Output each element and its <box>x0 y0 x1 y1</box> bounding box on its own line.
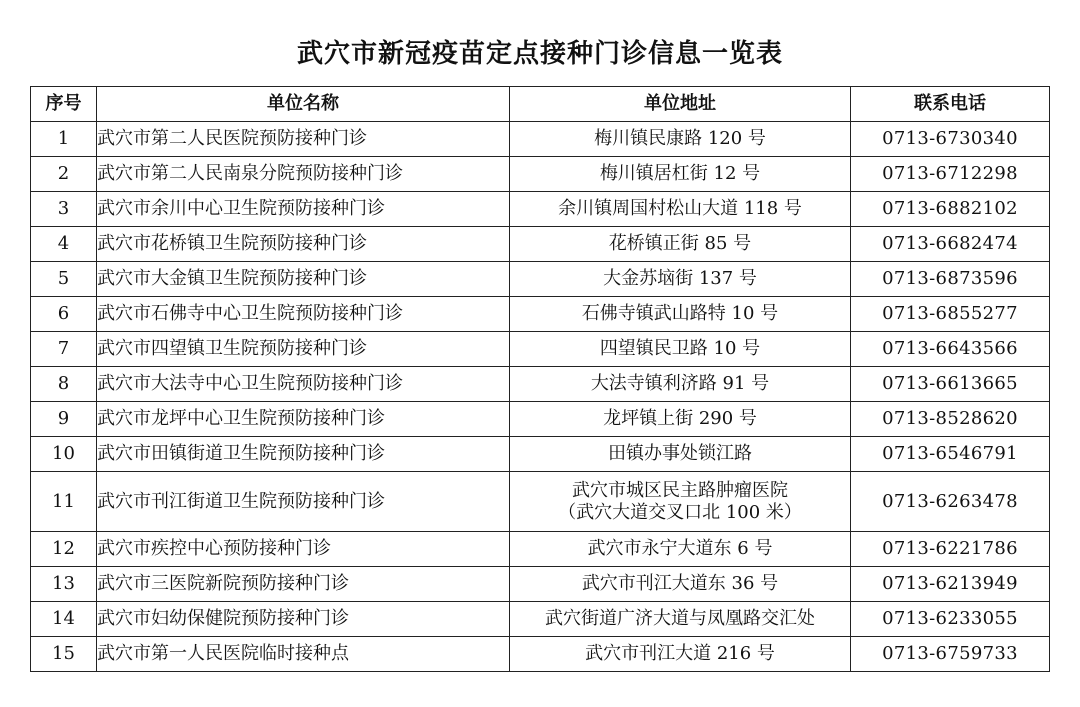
cell-no: 1 <box>31 122 97 157</box>
address-line: 武穴市刊江大道 216 号 <box>585 643 775 664</box>
header-name: 单位名称 <box>97 87 510 122</box>
address-line: 武穴市永宁大道东 6 号 <box>587 538 773 559</box>
header-no: 序号 <box>31 87 97 122</box>
address-line: 四望镇民卫路 10 号 <box>599 338 761 359</box>
table-row <box>31 637 1050 672</box>
cell-phone: 0713-6682474 <box>851 227 1050 262</box>
address-line: 大金苏垴街 137 号 <box>603 268 757 289</box>
cell-phone: 0713-6873596 <box>851 262 1050 297</box>
cell-no: 6 <box>31 297 97 332</box>
cell-unit-address <box>510 472 851 532</box>
cell-unit-name: 武穴市四望镇卫生院预防接种门诊 <box>97 332 510 367</box>
cell-unit-address <box>510 297 851 332</box>
cell-unit-name: 武穴市大金镇卫生院预防接种门诊 <box>97 262 510 297</box>
cell-no: 5 <box>31 262 97 297</box>
cell-unit-address <box>510 602 851 637</box>
address-line: 武穴街道广济大道与凤凰路交汇处 <box>545 608 815 629</box>
cell-no: 11 <box>31 472 97 532</box>
address-line: 花桥镇正街 85 号 <box>608 233 752 254</box>
cell-unit-name: 武穴市田镇街道卫生院预防接种门诊 <box>97 437 510 472</box>
header-phone: 联系电话 <box>851 87 1050 122</box>
address-line: 龙坪镇上街 290 号 <box>603 408 757 429</box>
cell-unit-name: 武穴市第二人民医院预防接种门诊 <box>97 122 510 157</box>
cell-phone: 0713-6882102 <box>851 192 1050 227</box>
table-header-row <box>31 87 1050 122</box>
table-row <box>31 472 1050 532</box>
cell-no: 2 <box>31 157 97 192</box>
table-row <box>31 402 1050 437</box>
cell-unit-address <box>510 367 851 402</box>
cell-unit-name: 武穴市龙坪中心卫生院预防接种门诊 <box>97 402 510 437</box>
cell-phone: 0713-6759733 <box>851 637 1050 672</box>
address-line: 梅川镇民康路 120 号 <box>594 128 766 149</box>
cell-phone: 0713-6712298 <box>851 157 1050 192</box>
address-line: 石佛寺镇武山路特 10 号 <box>581 303 779 324</box>
cell-unit-name: 武穴市第二人民南泉分院预防接种门诊 <box>97 157 510 192</box>
cell-unit-name: 武穴市第一人民医院临时接种点 <box>97 637 510 672</box>
cell-unit-name: 武穴市妇幼保健院预防接种门诊 <box>97 602 510 637</box>
cell-unit-name: 武穴市大法寺中心卫生院预防接种门诊 <box>97 367 510 402</box>
cell-phone: 0713-6855277 <box>851 297 1050 332</box>
table-body <box>31 122 1050 672</box>
cell-phone: 0713-6263478 <box>851 472 1050 532</box>
cell-unit-name: 武穴市三医院新院预防接种门诊 <box>97 567 510 602</box>
cell-unit-address <box>510 567 851 602</box>
cell-unit-address <box>510 637 851 672</box>
cell-phone: 0713-6613665 <box>851 367 1050 402</box>
table-row <box>31 367 1050 402</box>
cell-phone: 0713-6730340 <box>851 122 1050 157</box>
address-line: 田镇办事处锁江路 <box>608 443 752 464</box>
table-row <box>31 567 1050 602</box>
header-address: 单位地址 <box>510 87 851 122</box>
cell-unit-address <box>510 192 851 227</box>
address-line: 大法寺镇利济路 91 号 <box>590 373 770 394</box>
table-row <box>31 602 1050 637</box>
cell-unit-name: 武穴市石佛寺中心卫生院预防接种门诊 <box>97 297 510 332</box>
cell-unit-address <box>510 402 851 437</box>
cell-unit-name: 武穴市疾控中心预防接种门诊 <box>97 532 510 567</box>
address-line: 武穴市城区民主路肿瘤医院 <box>572 479 788 501</box>
cell-no: 7 <box>31 332 97 367</box>
address-line: 余川镇周国村松山大道 118 号 <box>558 198 802 219</box>
cell-no: 9 <box>31 402 97 437</box>
cell-no: 15 <box>31 637 97 672</box>
table-row <box>31 227 1050 262</box>
cell-phone: 0713-6546791 <box>851 437 1050 472</box>
table-row <box>31 532 1050 567</box>
table-row <box>31 192 1050 227</box>
address-line: 武穴市刊江大道东 36 号 <box>581 573 779 594</box>
cell-no: 12 <box>31 532 97 567</box>
address-line: （武穴大道交叉口北 100 米） <box>558 501 802 523</box>
cell-no: 14 <box>31 602 97 637</box>
page-title: 武穴市新冠疫苗定点接种门诊信息一览表 <box>296 39 783 69</box>
cell-unit-address <box>510 157 851 192</box>
cell-unit-address <box>510 437 851 472</box>
cell-phone: 0713-6643566 <box>851 332 1050 367</box>
table-row <box>31 262 1050 297</box>
cell-phone: 0713-6213949 <box>851 567 1050 602</box>
cell-phone: 0713-6233055 <box>851 602 1050 637</box>
vaccination-clinic-table <box>30 86 1050 672</box>
cell-phone: 0713-6221786 <box>851 532 1050 567</box>
table-row <box>31 332 1050 367</box>
cell-unit-address <box>510 227 851 262</box>
cell-unit-name: 武穴市余川中心卫生院预防接种门诊 <box>97 192 510 227</box>
cell-no: 3 <box>31 192 97 227</box>
cell-phone: 0713-8528620 <box>851 402 1050 437</box>
cell-no: 4 <box>31 227 97 262</box>
cell-unit-address <box>510 262 851 297</box>
cell-unit-name: 武穴市花桥镇卫生院预防接种门诊 <box>97 227 510 262</box>
cell-unit-address <box>510 332 851 367</box>
cell-unit-address <box>510 532 851 567</box>
address-line: 梅川镇居杠街 12 号 <box>599 163 761 184</box>
cell-no: 8 <box>31 367 97 402</box>
cell-unit-address <box>510 122 851 157</box>
table-row <box>31 437 1050 472</box>
cell-no: 10 <box>31 437 97 472</box>
table-row <box>31 157 1050 192</box>
table-row <box>31 297 1050 332</box>
cell-no: 13 <box>31 567 97 602</box>
cell-unit-name: 武穴市刊江街道卫生院预防接种门诊 <box>97 472 510 532</box>
table-row <box>31 122 1050 157</box>
